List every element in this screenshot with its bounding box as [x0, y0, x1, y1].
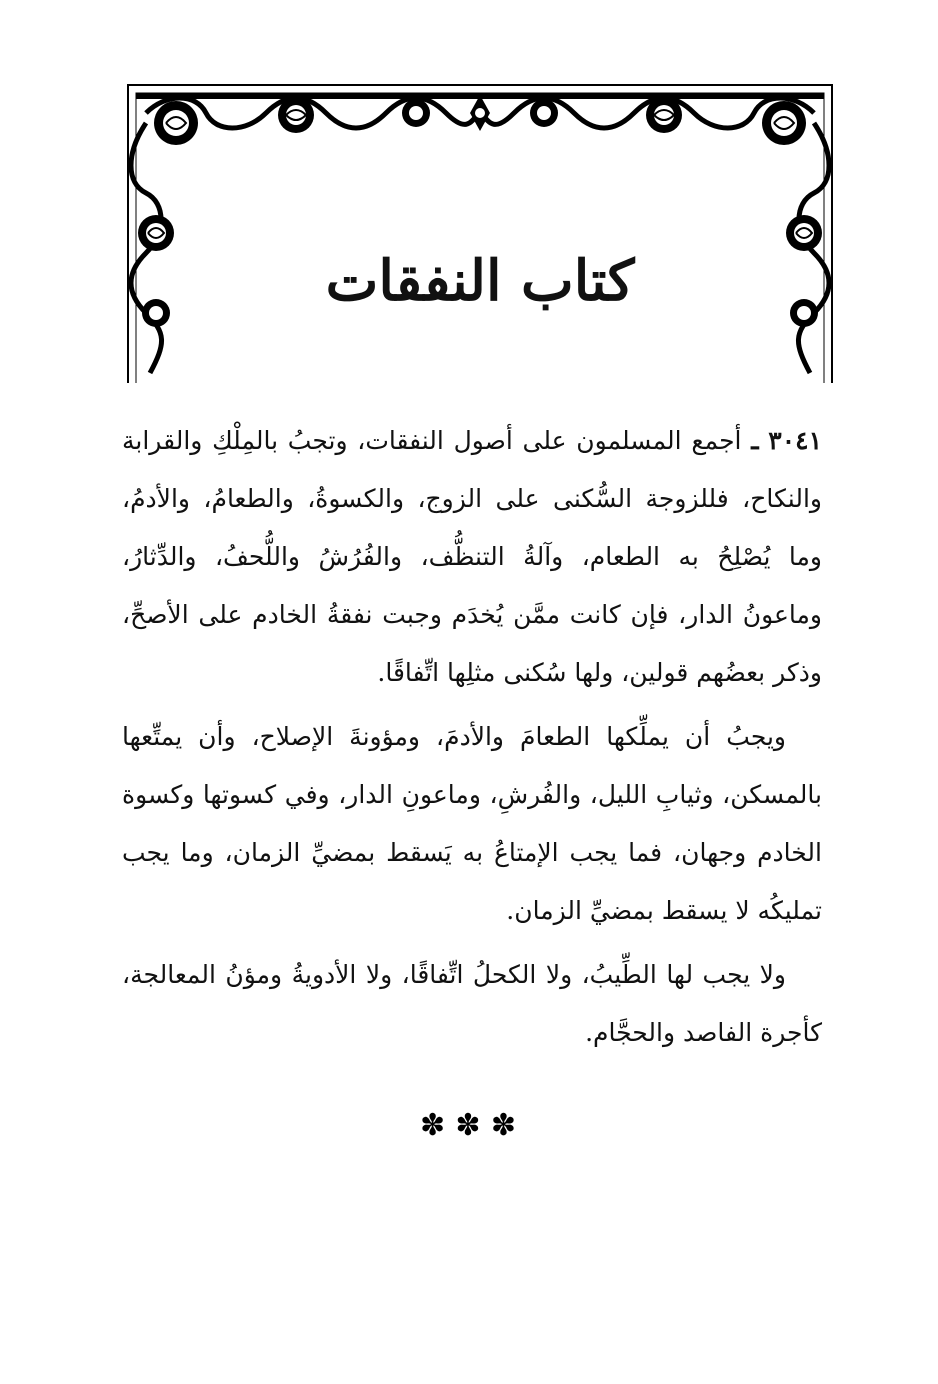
entry-dash: ـ [751, 426, 759, 455]
paragraph-1 [122, 412, 822, 702]
body-text [122, 412, 822, 1068]
paragraph-text: أجمع المسلمون على أصول النفقات، وتجبُ بالمِلْكِ والقرابة والنكاح، فللزوجة السُّكنى على الزوج، والكسوةُ، والطعامُ، والأدمُ، وما يُصْلِحُ به الطعام، وآلةُ التنظُّف، والفُرُشُ واللُّحفُ، والدِّثارُ، وماعونُ الدار، فإن كانت ممَّن يُخدَم وجبت نفقةُ الخادم على الأصحِّ، وذكر بعضُهم قولين، ولها سُكنى مثلِها اتِّفاقًا. [122, 426, 822, 687]
asterisk-icon: ✽ [455, 1108, 481, 1143]
asterisk-icon: ✽ [420, 1108, 446, 1143]
entry-number: ٣٠٤١ [768, 426, 822, 455]
paragraph-text: ويجبُ أن يملِّكها الطعامَ والأدمَ، ومؤونةَ الإصلاح، وأن يمتِّعها بالمسكن، وثيابِ الليل، والفُرشِ، وماعونِ الدار، وفي كسوتها وكسوة الخادم وجهان، فما يجب الإمتاعُ به يَسقط بمضيِّ الزمان، وما يجب تمليكُه لا يسقط بمضيِّ الزمان. [122, 722, 822, 925]
book-title: كتاب النفقات [325, 248, 635, 314]
section-separator [420, 1108, 516, 1143]
paragraph-text: ولا يجب لها الطِّيبُ، ولا الكحلُ اتِّفاقًا، ولا الأدويةُ ومؤنُ المعالجة، كأجرة الفاصد والحجَّام. [122, 960, 822, 1047]
paragraph-3 [122, 946, 822, 1062]
ornamental-frame [126, 83, 834, 383]
paragraph-2 [122, 708, 822, 940]
asterisk-icon: ✽ [490, 1108, 516, 1143]
